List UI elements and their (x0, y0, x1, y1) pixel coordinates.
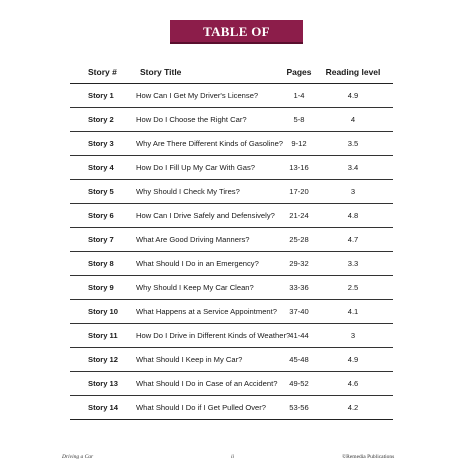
table-row (70, 300, 393, 324)
pages-cell: 53-56 (289, 403, 309, 412)
story-number-cell: Story 14 (88, 403, 118, 412)
reading-level-cell: 3.5 (347, 139, 359, 148)
pages-cell: 25-28 (289, 235, 309, 244)
reading-level-cell: 4.1 (347, 307, 359, 316)
table-row (70, 252, 393, 276)
pages-cell: 9-12 (291, 139, 307, 148)
story-title-cell: How Can I Drive Safely and Defensively? (136, 211, 275, 220)
story-number-cell: Story 3 (88, 139, 114, 148)
table-row (70, 204, 393, 228)
footer-page-number: ii (231, 454, 235, 460)
reading-level-cell: 4.2 (347, 403, 359, 412)
table-row (70, 348, 393, 372)
reading-level-cell: 3 (350, 187, 356, 196)
story-number-cell: Story 10 (88, 307, 118, 316)
story-number-cell: Story 5 (88, 187, 114, 196)
table-row (70, 372, 393, 396)
reading-level-cell: 3.3 (347, 259, 359, 268)
table-row (70, 396, 393, 420)
story-title-cell: Why Should I Keep My Car Clean? (136, 283, 254, 292)
story-number-cell: Story 4 (88, 163, 114, 172)
header-story-title: Story Title (140, 66, 182, 77)
header-pages: Pages (286, 66, 312, 77)
story-title-cell: How Do I Choose the Right Car? (136, 115, 247, 124)
pages-cell: 21-24 (289, 211, 309, 220)
pages-cell: 5-8 (293, 115, 305, 124)
story-title-cell: What Happens at a Service Appointment? (136, 307, 277, 316)
pages-cell: 29-32 (289, 259, 309, 268)
pages-cell: 13-16 (289, 163, 309, 172)
footer-book-title: Driving a Car (62, 454, 94, 460)
story-number-cell: Story 6 (88, 211, 114, 220)
story-number-cell: Story 9 (88, 283, 114, 292)
footer-publisher: ©Remedia Publications (342, 454, 395, 460)
header-reading-level: Reading level (325, 66, 381, 77)
reading-level-cell: 4.7 (347, 235, 359, 244)
table-row (70, 324, 393, 348)
reading-level-cell: 4.9 (347, 355, 359, 364)
pages-cell: 33-36 (289, 283, 309, 292)
story-title-cell: What Should I Do in Case of an Accident? (136, 379, 278, 388)
table-row (70, 180, 393, 204)
story-number-cell: Story 2 (88, 115, 114, 124)
table-row (70, 132, 393, 156)
table-header (70, 60, 393, 84)
table-row (70, 108, 393, 132)
story-title-cell: What Should I Do if I Get Pulled Over? (136, 403, 266, 412)
reading-level-cell: 2.5 (347, 283, 359, 292)
page-title: TABLE OF CONTENT (170, 20, 303, 44)
pages-cell: 41-44 (289, 331, 309, 340)
header-story-number: Story # (88, 66, 117, 77)
story-number-cell: Story 8 (88, 259, 114, 268)
table-row (70, 156, 393, 180)
reading-level-cell: 4.6 (347, 379, 359, 388)
story-number-cell: Story 1 (88, 91, 114, 100)
reading-level-cell: 4 (350, 115, 356, 124)
story-title-cell: Why Should I Check My Tires? (136, 187, 240, 196)
pages-cell: 49-52 (289, 379, 309, 388)
pages-cell: 1-4 (293, 91, 305, 100)
story-title-cell: Why Are There Different Kinds of Gasoline? (136, 139, 284, 148)
pages-cell: 45-48 (289, 355, 309, 364)
table-row (70, 84, 393, 108)
pages-cell: 37-40 (289, 307, 309, 316)
table-row (70, 276, 393, 300)
story-title-cell: What Should I Do in an Emergency? (136, 259, 259, 268)
reading-level-cell: 4.9 (347, 91, 359, 100)
story-number-cell: Story 7 (88, 235, 114, 244)
story-title-cell: What Should I Keep in My Car? (136, 355, 243, 364)
story-number-cell: Story 11 (88, 331, 118, 340)
table-of-contents (70, 60, 393, 420)
table-body (70, 84, 393, 420)
story-number-cell: Story 12 (88, 355, 118, 364)
story-title-cell: How Do I Drive in Different Kinds of Weather? (136, 331, 291, 340)
reading-level-cell: 3.4 (347, 163, 359, 172)
story-number-cell: Story 13 (88, 379, 118, 388)
pages-cell: 17-20 (289, 187, 309, 196)
story-title-cell: What Are Good Driving Manners? (136, 235, 250, 244)
reading-level-cell: 3 (350, 331, 356, 340)
table-row (70, 228, 393, 252)
story-title-cell: How Can I Get My Driver's License? (136, 91, 259, 100)
reading-level-cell: 4.8 (347, 211, 359, 220)
story-title-cell: How Do I Fill Up My Car With Gas? (136, 163, 255, 172)
